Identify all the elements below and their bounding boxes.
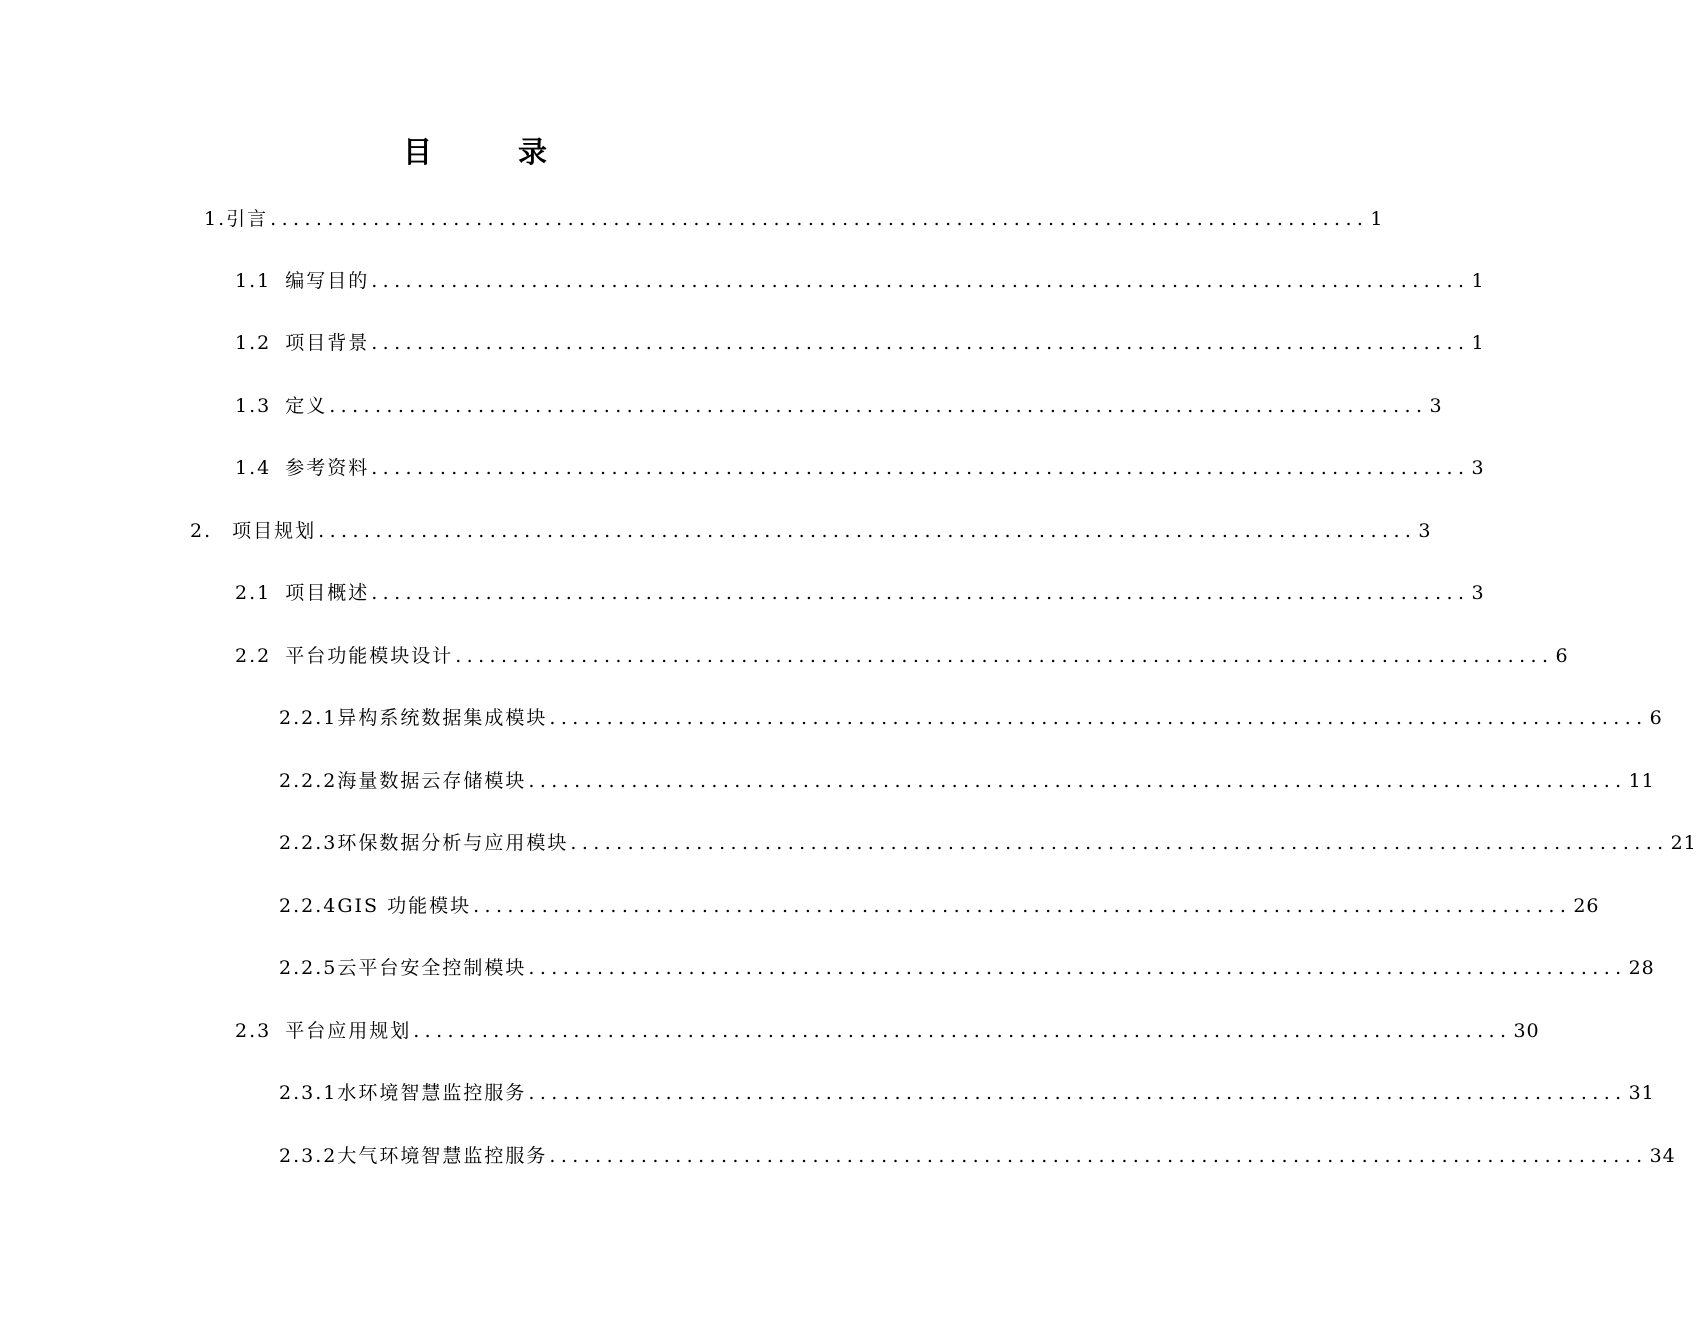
toc-entry-title: 引言	[226, 208, 269, 230]
toc-entry-number: 1.1	[235, 270, 272, 292]
toc-entry-title: 项目规划	[232, 520, 317, 542]
dot-leader: ................................................................................................	[528, 770, 1627, 792]
toc-entry-number: 2.3	[235, 1020, 272, 1042]
toc-entry-number: 2.	[190, 520, 213, 542]
toc-entry-number: 2.3.1	[279, 1082, 338, 1104]
toc-entry-page: 6	[1555, 645, 1569, 667]
toc-entry-1-4[interactable]	[235, 446, 1485, 480]
dot-leader: ................................................................................................	[570, 832, 1669, 854]
toc-entry-page: 21	[1670, 832, 1697, 854]
toc-entry-2-2-4[interactable]	[279, 884, 1600, 918]
toc-entry-number: 1.3	[235, 395, 272, 417]
toc-entry-number: 1.2	[235, 332, 272, 354]
toc-entry-1-2[interactable]	[235, 321, 1485, 355]
toc-entry-number: 2.2	[235, 645, 272, 667]
toc-entry-1-1[interactable]	[235, 259, 1485, 293]
toc-entry-number: 1.	[204, 208, 227, 230]
toc-entry-page: 1	[1471, 332, 1485, 354]
dot-leader: ................................................................................................	[371, 332, 1470, 354]
dot-leader: ................................................................................................	[473, 895, 1572, 917]
toc-entry-title: 编写目的	[285, 270, 370, 292]
toc-entry-page: 3	[1418, 520, 1432, 542]
dot-leader: ................................................................................................	[549, 1145, 1648, 1167]
toc-entry-page: 3	[1471, 457, 1485, 479]
toc-entry-2-2[interactable]	[235, 634, 1569, 668]
dot-leader: ................................................................................................	[371, 270, 1470, 292]
dot-leader: ................................................................................................	[455, 645, 1554, 667]
toc-entry-title: 云平台安全控制模块	[337, 957, 527, 979]
toc-entry-title: GIS 功能模块	[337, 895, 472, 917]
toc-entry-2-3[interactable]	[235, 1009, 1540, 1043]
dot-leader: ................................................................................................	[549, 707, 1648, 729]
toc-entry-page: 3	[1429, 395, 1443, 417]
toc-entry-2-2-2[interactable]	[279, 759, 1655, 793]
dot-leader: ................................................................................................	[371, 457, 1470, 479]
toc-entry-title: 大气环境智慧监控服务	[337, 1145, 548, 1167]
toc-entry-page: 31	[1628, 1082, 1655, 1104]
toc-entry-title: 海量数据云存储模块	[337, 770, 527, 792]
toc-entry-page: 6	[1649, 707, 1663, 729]
toc-entry-number: 2.1	[235, 582, 272, 604]
toc-entry-number: 1.4	[235, 457, 272, 479]
toc-entry-number: 2.2.4	[279, 895, 338, 917]
toc-entry-page: 3	[1471, 582, 1485, 604]
toc-entry-title: 平台应用规划	[285, 1020, 412, 1042]
toc-entry-2-3-1[interactable]	[279, 1071, 1655, 1105]
toc-entry-page: 11	[1628, 770, 1655, 792]
dot-leader: ................................................................................................	[528, 1082, 1627, 1104]
dot-leader: ................................................................................................	[270, 208, 1369, 230]
toc-entry-2-3-2[interactable]	[279, 1134, 1676, 1168]
toc-entry-title: 水环境智慧监控服务	[337, 1082, 527, 1104]
toc-entry-1[interactable]	[204, 197, 1384, 231]
dot-leader: ................................................................................................	[318, 520, 1417, 542]
toc-entry-title: 定义	[285, 395, 328, 417]
toc-entry-1-3[interactable]	[235, 384, 1443, 418]
toc-entry-title: 项目背景	[285, 332, 370, 354]
toc-entry-page: 28	[1628, 957, 1655, 979]
toc-entry-page: 30	[1513, 1020, 1540, 1042]
toc-entry-title: 平台功能模块设计	[285, 645, 454, 667]
toc-entry-2-1[interactable]	[235, 571, 1485, 605]
toc-entry-title: 异构系统数据集成模块	[337, 707, 548, 729]
toc-entry-2-2-1[interactable]	[279, 696, 1663, 730]
toc-entry-number: 2.2.1	[279, 707, 338, 729]
toc-entry-title: 参考资料	[285, 457, 370, 479]
toc-entry-page: 1	[1471, 270, 1485, 292]
toc-entry-page: 1	[1370, 208, 1384, 230]
toc-entry-page: 26	[1573, 895, 1600, 917]
toc-entry-number: 2.3.2	[279, 1145, 338, 1167]
toc-entry-title: 项目概述	[285, 582, 370, 604]
toc-entry-2[interactable]	[190, 509, 1432, 543]
toc-title: 目 录	[402, 135, 586, 169]
toc-entry-number: 2.2.5	[279, 957, 338, 979]
toc-entry-title: 环保数据分析与应用模块	[337, 832, 569, 854]
toc-entry-2-2-5[interactable]	[279, 946, 1655, 980]
toc-entry-number: 2.2.3	[279, 832, 338, 854]
dot-leader: ................................................................................................	[528, 957, 1627, 979]
toc-entry-number: 2.2.2	[279, 770, 338, 792]
dot-leader: ................................................................................................	[371, 582, 1470, 604]
dot-leader: ................................................................................................	[413, 1020, 1512, 1042]
dot-leader: ................................................................................................	[329, 395, 1428, 417]
toc-entry-2-2-3[interactable]	[279, 821, 1697, 855]
toc-entry-page: 34	[1649, 1145, 1676, 1167]
